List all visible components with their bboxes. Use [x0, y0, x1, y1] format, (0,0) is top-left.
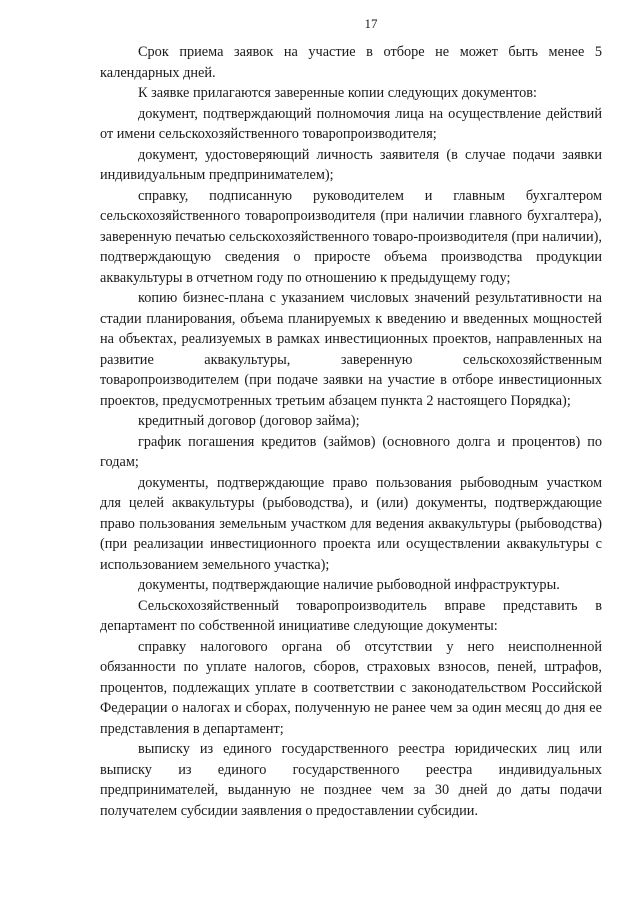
paragraph-optional-intro: Сельскохозяйственный товаропроизводитель вправе представить в департамент по собственной инициативе следующие документы: — [100, 597, 602, 634]
paragraph-land-rights: документы, подтверждающие право пользования рыбоводным участком для целей аквакультуры (рыбоводства), и (или) документы, подтверждающие право пользования земельным участком для ведения аквакультуры (рыбоводства) (при реализации инвестиционного проекта или осуществлении аквакультуры с использованием земельного участка); — [100, 474, 602, 573]
paragraph-credit-agreement: кредитный договор (договор займа); — [138, 413, 360, 429]
paragraph-attachments-intro: К заявке прилагаются заверенные копии следующих документов: — [138, 85, 537, 101]
paragraph-identity-document: документ, удостоверяющий личность заявителя (в случае подачи заявки индивидуальным предпринимателем); — [100, 146, 602, 183]
paragraph-production-certificate: справку, подписанную руководителем и главным бухгалтером сельскохозяйственного товаропроизводителя (при наличии главного бухгалтера), заверенную печатью сельскохозяйственного товаро-производителя (при наличии), подтверждающую сведения о приросте объема производства продукции аквакультуры в отчетном году по отношению к предыдущему году; — [100, 187, 602, 286]
paragraph-tax-certificate: справку налогового органа об отсутствии у него неисполненной обязанности по уплате налогов, сборов, страховых взносов, пеней, штрафов, процентов, подлежащих уплате в соответствии с законодательством Российской Федерации о налогах и сборах, полученную не ранее чем за один месяц до дня ее представления в департамент; — [100, 638, 602, 737]
paragraph-repayment-schedule: график погашения кредитов (займов) (основного долга и процентов) по годам; — [100, 433, 602, 470]
paragraph-business-plan: копию бизнес-плана с указанием числовых значений результативности на стадии планирования, объема планируемых к введению и введенных мощностей на объектах, реализуемых в рамках инвестиционных проектов, направленных на развитие аквакультуры, заверенную сельскохозяйственным товаропроизводителем (при подаче заявки на участие в отборе инвестиционных проектов, предусмотренных третьим абзацем пункта 2 настоящего Порядка); — [100, 290, 602, 409]
paragraph-deadline: Срок приема заявок на участие в отборе не может быть менее 5 календарных дней. — [100, 44, 602, 81]
paragraph-authority-document: документ, подтверждающий полномочия лица на осуществление действий от имени сельскохозяйственного товаропроизводителя; — [100, 105, 602, 142]
paragraph-registry-extract: выписку из единого государственного реестра юридических лиц или выписку из единого государственного реестра индивидуальных предпринимателей, выданную не позднее чем за 30 дней до даты подачи получателем субсидии заявления о предоставлении субсидии. — [100, 741, 602, 819]
paragraph-infrastructure: документы, подтверждающие наличие рыбоводной инфраструктуры. — [138, 577, 560, 593]
page-number: 17 — [364, 16, 378, 31]
document-body — [100, 42, 602, 821]
